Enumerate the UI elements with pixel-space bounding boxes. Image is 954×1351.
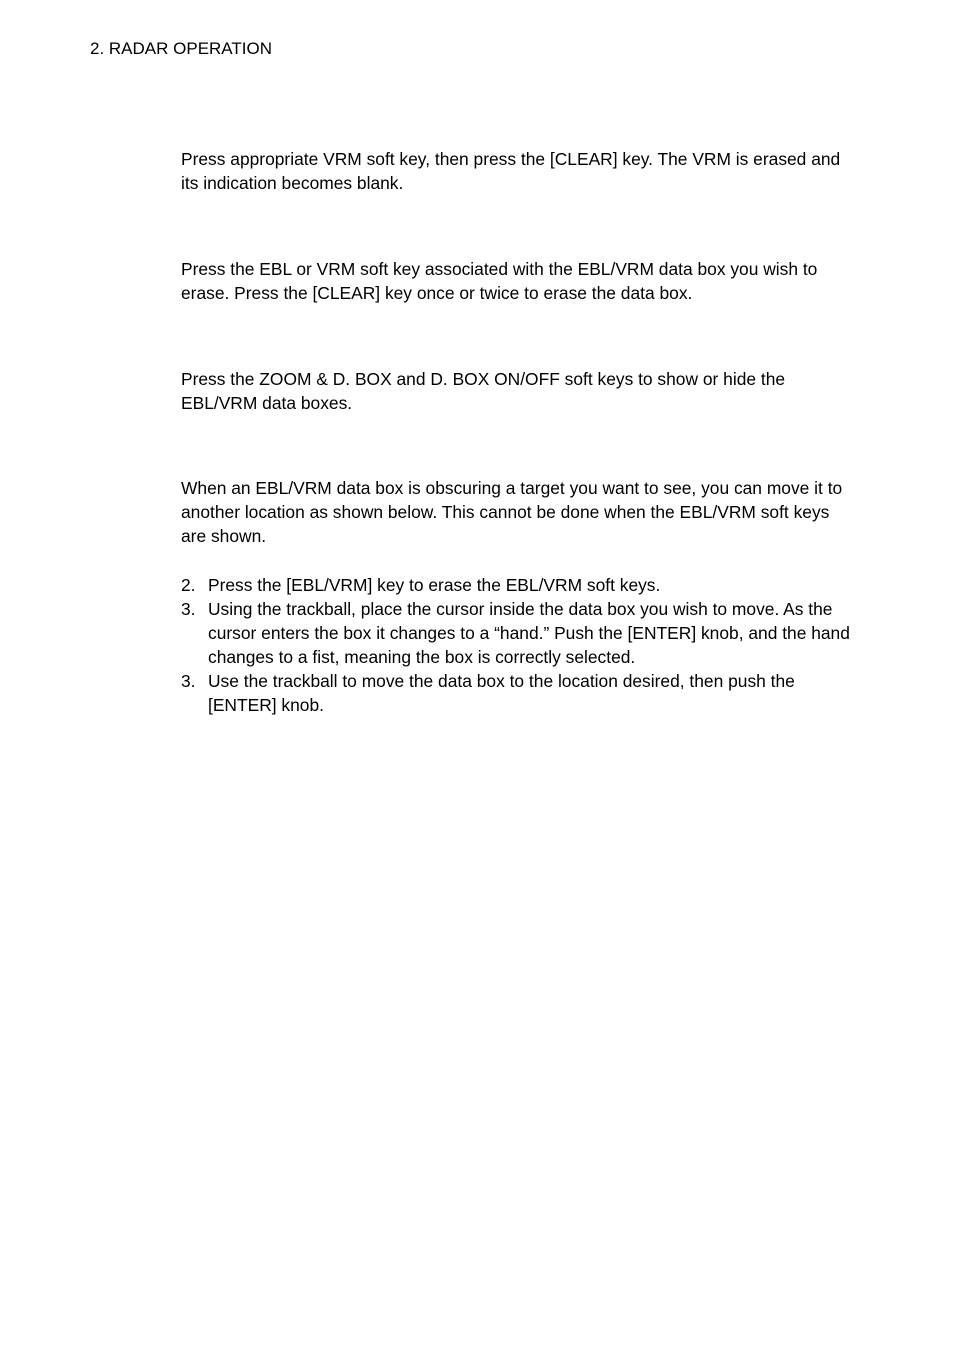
- paragraph-erase-vrm: Press appropriate VRM soft key, then press the [CLEAR] key. The VRM is erased and its indication becomes blank.: [181, 149, 841, 193]
- step-number: 3.: [181, 671, 196, 691]
- paragraph-erase-data-box: Press the EBL or VRM soft key associated with the EBL/VRM data box you wish to erase. Press the [CLEAR] key once or twice to erase the data box.: [181, 259, 818, 303]
- paragraph-show-hide-data-boxes: Press the ZOOM & D. BOX and D. BOX ON/OFF soft keys to show or hide the EBL/VRM data boxes.: [181, 369, 786, 413]
- step-text: Press the [EBL/VRM] key to erase the EBL/VRM soft keys.: [208, 575, 661, 595]
- step-number: 2.: [181, 575, 196, 595]
- step-number: 3.: [181, 599, 196, 619]
- step-text: Use the trackball to move the data box to the location desired, then push the [ENTER] knob.: [208, 671, 795, 715]
- list-item: [181, 597, 851, 669]
- procedure-steps: [181, 573, 851, 717]
- step-text: Using the trackball, place the cursor inside the data box you wish to move. As the cursor enters the box it changes to a “hand.” Push the [ENTER] knob, and the hand changes to a fist, meaning the box is correctly selected.: [208, 599, 850, 667]
- running-header: 2. RADAR OPERATION: [90, 39, 272, 58]
- list-item: [181, 573, 851, 597]
- paragraph-move-data-box: When an EBL/VRM data box is obscuring a target you want to see, you can move it to another location as shown below. This cannot be done when the EBL/VRM soft keys are shown.: [181, 478, 843, 546]
- list-item: [181, 669, 851, 717]
